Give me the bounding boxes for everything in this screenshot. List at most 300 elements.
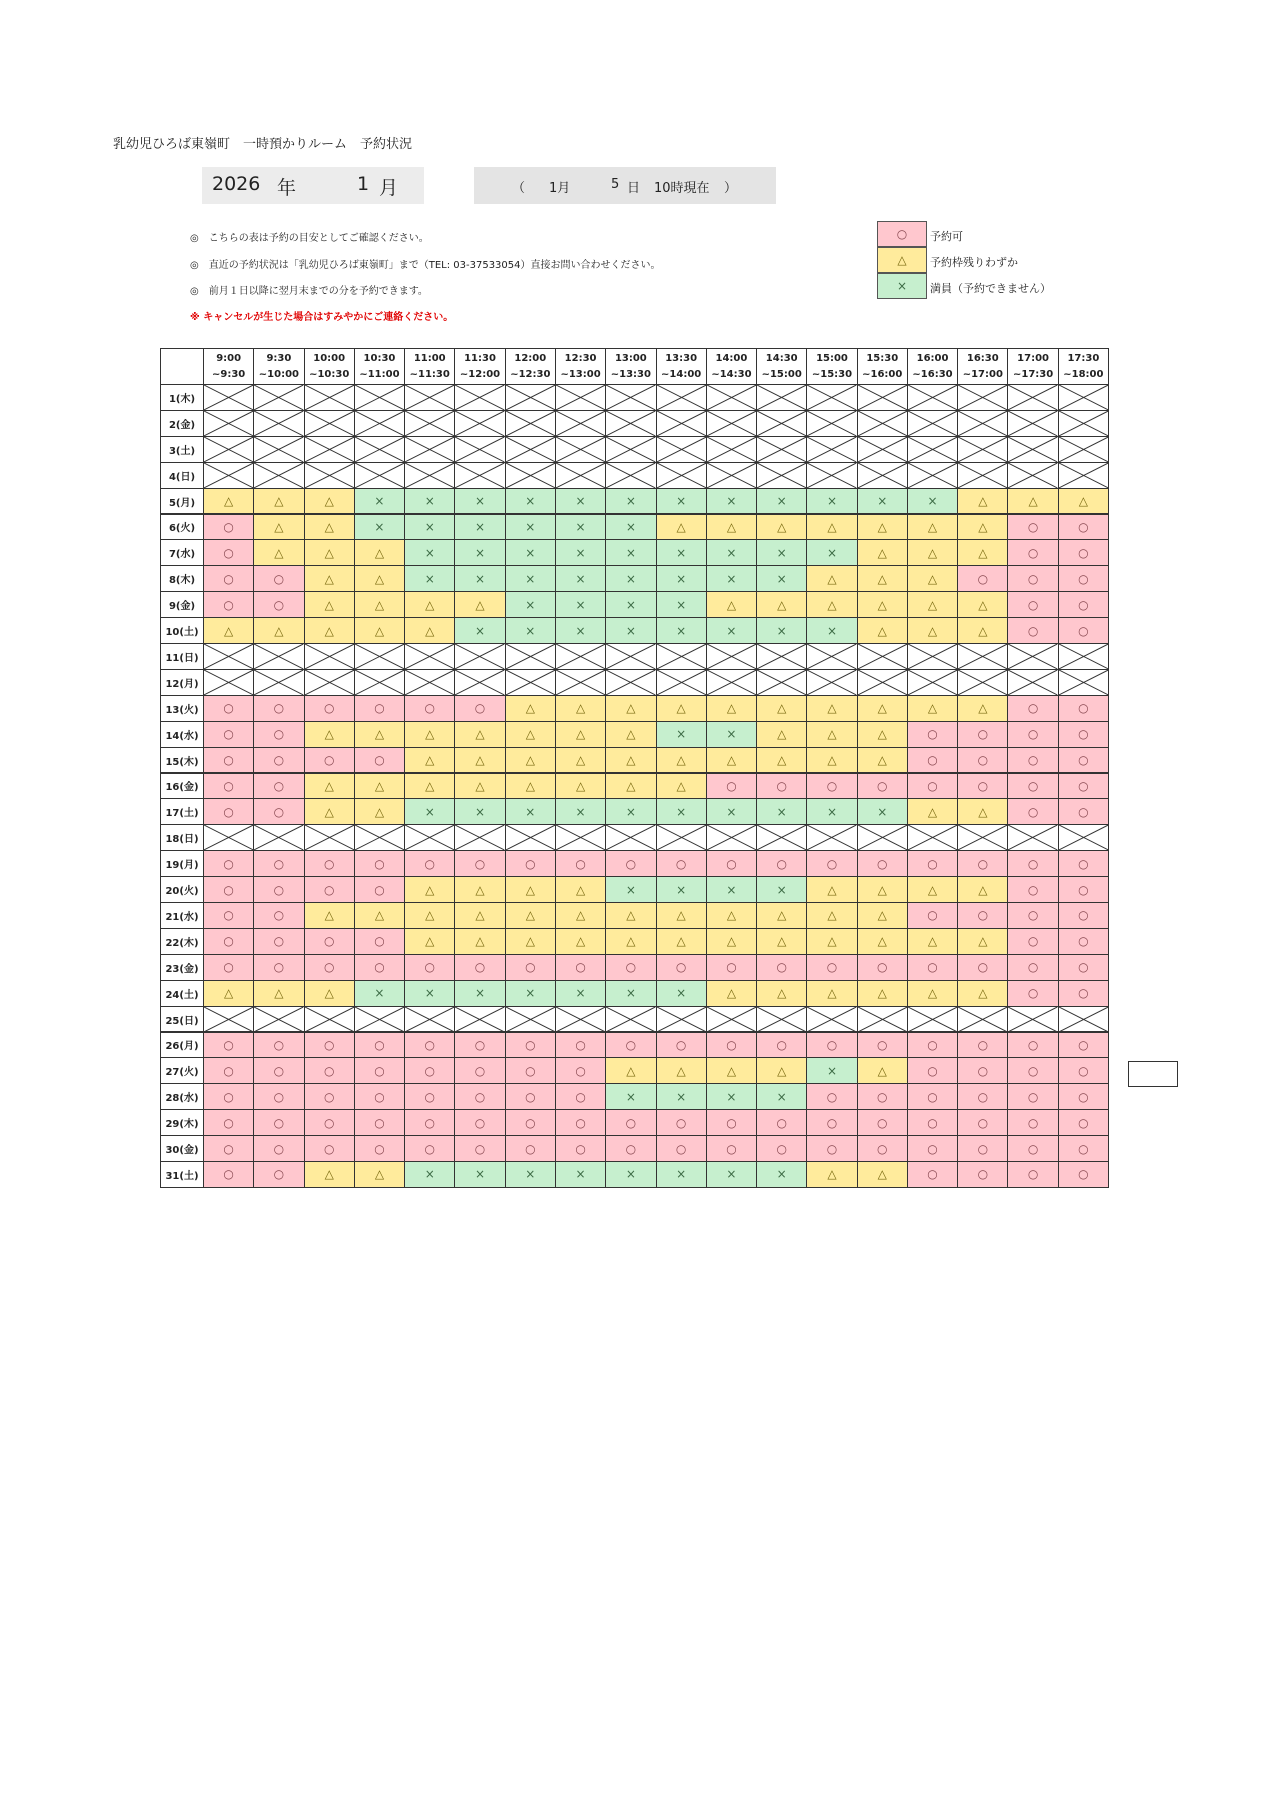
day-label: 11(日)	[160, 643, 204, 670]
closed-cell	[1007, 462, 1058, 489]
slot-cell: △	[806, 514, 857, 541]
closed-cross-icon	[455, 644, 504, 669]
slot-cell: ○	[1058, 539, 1109, 566]
slot-cell: ○	[1007, 747, 1058, 774]
slot-cell: △	[605, 773, 656, 800]
slot-cell: ×	[706, 798, 757, 825]
closed-cell	[555, 669, 606, 696]
closed-cell	[203, 384, 254, 411]
slot-cell: ○	[203, 1161, 254, 1188]
time-slot-header	[354, 348, 405, 385]
slot-cell: ○	[203, 1057, 254, 1084]
closed-cell	[605, 410, 656, 437]
slot-cell: ○	[706, 1032, 757, 1059]
slot-cell: △	[706, 747, 757, 774]
slot-cell: △	[957, 591, 1008, 618]
slot-cell: ×	[555, 798, 606, 825]
closed-cell	[957, 462, 1008, 489]
closed-cell	[706, 824, 757, 851]
closed-cell	[857, 643, 908, 670]
closed-cross-icon	[455, 437, 504, 462]
slot-cell: ×	[605, 514, 656, 541]
slot-cell: ○	[304, 876, 355, 903]
slot-cell: △	[957, 488, 1008, 515]
closed-cell	[957, 643, 1008, 670]
closed-cell	[1007, 436, 1058, 463]
slot-cell: △	[505, 695, 556, 722]
closed-cell	[957, 1006, 1008, 1033]
closed-cell	[454, 436, 505, 463]
closed-cross-icon	[1008, 411, 1057, 436]
closed-cross-icon	[757, 825, 806, 850]
closed-cross-icon	[556, 463, 605, 488]
time-slot-end: ~17:30	[1012, 368, 1054, 380]
slot-cell: ×	[555, 980, 606, 1007]
slot-cell: ×	[806, 1057, 857, 1084]
closed-cross-icon	[757, 411, 806, 436]
closed-cross-icon	[1008, 825, 1057, 850]
closed-cell	[907, 462, 958, 489]
day-label: 27(火)	[160, 1057, 204, 1084]
day-label: 3(土)	[160, 436, 204, 463]
time-slot-start: 14:30	[765, 352, 798, 364]
slot-cell: ×	[354, 514, 405, 541]
slot-cell: ○	[1007, 1032, 1058, 1059]
closed-cell	[354, 436, 405, 463]
slot-cell: ○	[505, 1032, 556, 1059]
slot-cell: △	[857, 928, 908, 955]
closed-cell	[656, 436, 707, 463]
closed-cell	[706, 410, 757, 437]
slot-cell: ×	[404, 980, 455, 1007]
slot-cell: ○	[756, 954, 807, 981]
closed-cross-icon	[405, 437, 454, 462]
slot-cell: △	[605, 902, 656, 929]
slot-cell: ○	[505, 850, 556, 877]
slot-cell: ○	[505, 1083, 556, 1110]
slot-cell: ×	[605, 591, 656, 618]
closed-cell	[555, 1006, 606, 1033]
closed-cross-icon	[455, 411, 504, 436]
closed-cross-icon	[908, 825, 957, 850]
slot-cell: △	[304, 591, 355, 618]
day-label: 6(火)	[160, 514, 204, 541]
slot-cell: △	[806, 928, 857, 955]
time-slot-start: 9:30	[266, 352, 292, 364]
slot-cell: ○	[605, 954, 656, 981]
time-slot-start: 17:30	[1067, 352, 1100, 364]
slot-cell: ○	[1058, 1161, 1109, 1188]
slot-cell: ×	[806, 617, 857, 644]
closed-cross-icon	[305, 670, 354, 695]
closed-cell	[354, 1006, 405, 1033]
closed-cell	[304, 643, 355, 670]
closed-cell	[253, 384, 304, 411]
note-1: ◎ こちらの表は予約の目安としてご確認ください。	[190, 233, 429, 244]
slot-cell: ○	[907, 954, 958, 981]
closed-cell	[203, 643, 254, 670]
closed-cross-icon	[204, 825, 253, 850]
slot-cell: ○	[605, 1032, 656, 1059]
closed-cell	[354, 384, 405, 411]
closed-cross-icon	[405, 1007, 454, 1032]
slot-cell: ○	[1058, 1109, 1109, 1136]
slot-cell: ×	[555, 514, 606, 541]
slot-cell: ×	[555, 1161, 606, 1188]
slot-cell: △	[806, 565, 857, 592]
closed-cell	[304, 824, 355, 851]
slot-cell: ○	[756, 1135, 807, 1162]
closed-cell	[907, 669, 958, 696]
slot-cell: △	[857, 747, 908, 774]
slot-cell: △	[857, 721, 908, 748]
closed-cell	[555, 410, 606, 437]
closed-cell	[857, 1006, 908, 1033]
closed-cross-icon	[355, 385, 404, 410]
closed-cross-icon	[405, 411, 454, 436]
slot-cell: △	[957, 980, 1008, 1007]
day-label: 9(金)	[160, 591, 204, 618]
day-label: 8(木)	[160, 565, 204, 592]
slot-cell: ×	[555, 539, 606, 566]
closed-cell	[806, 384, 857, 411]
slot-cell: △	[253, 539, 304, 566]
slot-cell: △	[656, 1057, 707, 1084]
slot-cell: ○	[706, 1135, 757, 1162]
closed-cell	[555, 436, 606, 463]
closed-cross-icon	[305, 411, 354, 436]
slot-cell: ○	[203, 798, 254, 825]
slot-cell: △	[354, 565, 405, 592]
time-slot-header	[253, 348, 304, 385]
closed-cross-icon	[858, 644, 907, 669]
closed-cell	[203, 462, 254, 489]
slot-cell: ○	[1007, 902, 1058, 929]
slot-cell: △	[907, 591, 958, 618]
closed-cell	[806, 1006, 857, 1033]
slot-cell: ×	[555, 591, 606, 618]
slot-cell: ○	[1007, 514, 1058, 541]
closed-cross-icon	[506, 411, 555, 436]
closed-cell	[857, 669, 908, 696]
as-of-day-unit: 日	[627, 181, 641, 196]
slot-cell: △	[1058, 488, 1109, 515]
day-label: 2(金)	[160, 410, 204, 437]
slot-cell: ○	[1058, 695, 1109, 722]
slot-cell: ○	[656, 850, 707, 877]
time-slot-header	[605, 348, 656, 385]
slot-cell: ○	[404, 1032, 455, 1059]
slot-cell: ○	[253, 591, 304, 618]
slot-cell: ○	[806, 954, 857, 981]
time-slot-end: ~15:00	[761, 368, 802, 380]
slot-cell: △	[304, 902, 355, 929]
slot-cell: ×	[605, 798, 656, 825]
closed-cell	[203, 410, 254, 437]
slot-cell: ×	[857, 798, 908, 825]
time-slot-end: ~10:00	[258, 368, 299, 380]
closed-cross-icon	[908, 644, 957, 669]
closed-cell	[203, 824, 254, 851]
slot-cell: △	[857, 514, 908, 541]
closed-cross-icon	[254, 385, 303, 410]
slot-cell: ×	[907, 488, 958, 515]
slot-cell: ○	[304, 1057, 355, 1084]
slot-cell: ○	[203, 928, 254, 955]
slot-cell: △	[203, 980, 254, 1007]
closed-cell	[605, 462, 656, 489]
closed-cross-icon	[204, 463, 253, 488]
slot-cell: △	[605, 1057, 656, 1084]
slot-cell: ○	[1058, 1057, 1109, 1084]
closed-cross-icon	[908, 1007, 957, 1032]
slot-cell: ○	[505, 954, 556, 981]
closed-cross-icon	[657, 437, 706, 462]
closed-cell	[806, 410, 857, 437]
closed-cell	[957, 436, 1008, 463]
day-label: 1(木)	[160, 384, 204, 411]
closed-cross-icon	[657, 670, 706, 695]
day-label: 22(木)	[160, 928, 204, 955]
slot-cell: ○	[1007, 798, 1058, 825]
slot-cell: ×	[454, 488, 505, 515]
closed-cross-icon	[254, 463, 303, 488]
closed-cross-icon	[958, 385, 1007, 410]
time-slot-header	[656, 348, 707, 385]
slot-cell: ○	[404, 1135, 455, 1162]
closed-cell	[555, 643, 606, 670]
closed-cell	[1007, 643, 1058, 670]
slot-cell: △	[354, 902, 405, 929]
closed-cell	[857, 384, 908, 411]
year-month-box	[202, 167, 424, 204]
closed-cross-icon	[355, 437, 404, 462]
slot-cell: ○	[253, 695, 304, 722]
closed-cross-icon	[606, 437, 655, 462]
slot-cell: ×	[404, 514, 455, 541]
slot-cell: ○	[253, 850, 304, 877]
slot-cell: ×	[354, 488, 405, 515]
closed-cell	[656, 669, 707, 696]
closed-cross-icon	[606, 411, 655, 436]
closed-cell	[1007, 410, 1058, 437]
slot-cell: ○	[1007, 539, 1058, 566]
closed-cell	[354, 669, 405, 696]
closed-cross-icon	[807, 825, 856, 850]
closed-cell	[756, 436, 807, 463]
closed-cell	[505, 1006, 556, 1033]
slot-cell: △	[756, 514, 807, 541]
slot-cell: ×	[505, 565, 556, 592]
closed-cross-icon	[807, 670, 856, 695]
legend-few-left-label: 予約枠残りわずか	[930, 256, 1018, 269]
slot-cell: ○	[404, 954, 455, 981]
slot-cell: ○	[656, 954, 707, 981]
closed-cell	[505, 436, 556, 463]
slot-cell: △	[857, 565, 908, 592]
day-label: 30(金)	[160, 1135, 204, 1162]
slot-cell: △	[404, 773, 455, 800]
slot-cell: △	[354, 1161, 405, 1188]
slot-cell: ○	[1058, 1135, 1109, 1162]
slot-cell: ○	[354, 1135, 405, 1162]
slot-cell: ○	[304, 928, 355, 955]
slot-cell: △	[656, 902, 707, 929]
closed-cross-icon	[1059, 437, 1108, 462]
closed-cell	[555, 824, 606, 851]
slot-cell: △	[505, 876, 556, 903]
closed-cross-icon	[707, 385, 756, 410]
closed-cell	[404, 669, 455, 696]
slot-cell: ○	[656, 1135, 707, 1162]
closed-cell	[857, 462, 908, 489]
slot-cell: ○	[957, 850, 1008, 877]
closed-cell	[354, 643, 405, 670]
slot-cell: △	[706, 695, 757, 722]
slot-cell: △	[505, 928, 556, 955]
slot-cell: ○	[656, 1032, 707, 1059]
slot-cell: ○	[203, 1135, 254, 1162]
slot-cell: ×	[605, 980, 656, 1007]
closed-cell	[756, 824, 807, 851]
slot-cell: ○	[857, 1032, 908, 1059]
closed-cross-icon	[455, 463, 504, 488]
slot-cell: ○	[304, 1083, 355, 1110]
slot-cell: ○	[907, 902, 958, 929]
as-of-date-box	[474, 167, 776, 204]
slot-cell: ○	[203, 954, 254, 981]
legend-full-swatch: ×	[877, 273, 927, 299]
slot-cell: ○	[907, 773, 958, 800]
slot-cell: ○	[203, 695, 254, 722]
closed-cross-icon	[305, 825, 354, 850]
slot-cell: ×	[656, 721, 707, 748]
slot-cell: △	[806, 747, 857, 774]
closed-cell	[656, 384, 707, 411]
closed-cell	[203, 1006, 254, 1033]
slot-cell: ○	[454, 1083, 505, 1110]
day-label: 25(日)	[160, 1006, 204, 1033]
closed-cell	[253, 669, 304, 696]
slot-cell: △	[857, 591, 908, 618]
closed-cross-icon	[305, 385, 354, 410]
slot-cell: ×	[706, 1161, 757, 1188]
slot-cell: △	[505, 747, 556, 774]
slot-cell: △	[656, 695, 707, 722]
slot-cell: △	[304, 721, 355, 748]
closed-cross-icon	[355, 825, 404, 850]
slot-cell: ×	[605, 617, 656, 644]
closed-cross-icon	[556, 411, 605, 436]
time-slot-end: ~12:30	[510, 368, 551, 380]
day-label: 19(月)	[160, 850, 204, 877]
slot-cell: ○	[454, 1109, 505, 1136]
slot-cell: △	[354, 798, 405, 825]
time-slot-header	[706, 348, 757, 385]
closed-cross-icon	[1059, 385, 1108, 410]
month-unit: 月	[379, 177, 399, 199]
closed-cross-icon	[858, 670, 907, 695]
slot-cell: ○	[354, 695, 405, 722]
page-title: 乳幼児ひろば東嶺町 一時預かりルーム 予約状況	[113, 137, 413, 152]
time-slot-start: 10:30	[363, 352, 396, 364]
table-corner	[160, 348, 204, 385]
closed-cross-icon	[807, 463, 856, 488]
slot-cell: ○	[454, 695, 505, 722]
as-of-open-paren: （	[512, 181, 526, 196]
slot-cell: ○	[1058, 850, 1109, 877]
closed-cross-icon	[657, 1007, 706, 1032]
slot-cell: ○	[605, 1135, 656, 1162]
slot-cell: △	[605, 721, 656, 748]
slot-cell: ○	[404, 1083, 455, 1110]
closed-cell	[605, 643, 656, 670]
closed-cross-icon	[455, 385, 504, 410]
closed-cross-icon	[506, 463, 555, 488]
closed-cell	[706, 384, 757, 411]
slot-cell: ○	[203, 591, 254, 618]
slot-cell: ○	[907, 1057, 958, 1084]
closed-cell	[1058, 410, 1109, 437]
closed-cross-icon	[204, 670, 253, 695]
time-slot-end: ~12:00	[459, 368, 501, 380]
slot-cell: △	[857, 1161, 908, 1188]
slot-cell: ○	[354, 1057, 405, 1084]
day-label: 18(日)	[160, 824, 204, 851]
slot-cell: △	[656, 773, 707, 800]
slot-cell: ○	[957, 1109, 1008, 1136]
slot-cell: ○	[1007, 721, 1058, 748]
closed-cross-icon	[908, 463, 957, 488]
closed-cross-icon	[455, 670, 504, 695]
slot-cell: ×	[857, 488, 908, 515]
closed-cross-icon	[305, 463, 354, 488]
slot-cell: ×	[505, 591, 556, 618]
closed-cell	[555, 384, 606, 411]
slot-cell: △	[304, 773, 355, 800]
slot-cell: ○	[304, 747, 355, 774]
closed-cell	[1007, 669, 1058, 696]
slot-cell: ○	[354, 954, 405, 981]
slot-cell: △	[806, 980, 857, 1007]
year-value: 2026	[212, 173, 261, 195]
slot-cell: △	[505, 902, 556, 929]
slot-cell: ×	[656, 980, 707, 1007]
slot-cell: ○	[756, 1032, 807, 1059]
closed-cell	[505, 410, 556, 437]
slot-cell: ○	[857, 850, 908, 877]
closed-cell	[857, 824, 908, 851]
slot-cell: ○	[555, 1057, 606, 1084]
slot-cell: △	[404, 617, 455, 644]
time-slot-header	[555, 348, 606, 385]
closed-cell	[1058, 824, 1109, 851]
closed-cross-icon	[556, 385, 605, 410]
closed-cross-icon	[657, 825, 706, 850]
closed-cross-icon	[606, 644, 655, 669]
as-of-month: 1月	[549, 181, 571, 196]
slot-cell: ×	[706, 721, 757, 748]
time-slot-start: 16:30	[966, 352, 999, 364]
time-slot-end: ~16:30	[912, 368, 953, 380]
closed-cross-icon	[606, 825, 655, 850]
closed-cell	[605, 384, 656, 411]
slot-cell: ○	[756, 850, 807, 877]
closed-cross-icon	[1008, 385, 1057, 410]
slot-cell: ○	[253, 928, 304, 955]
slot-cell: ○	[957, 954, 1008, 981]
as-of-time: 10時現在	[654, 181, 710, 196]
